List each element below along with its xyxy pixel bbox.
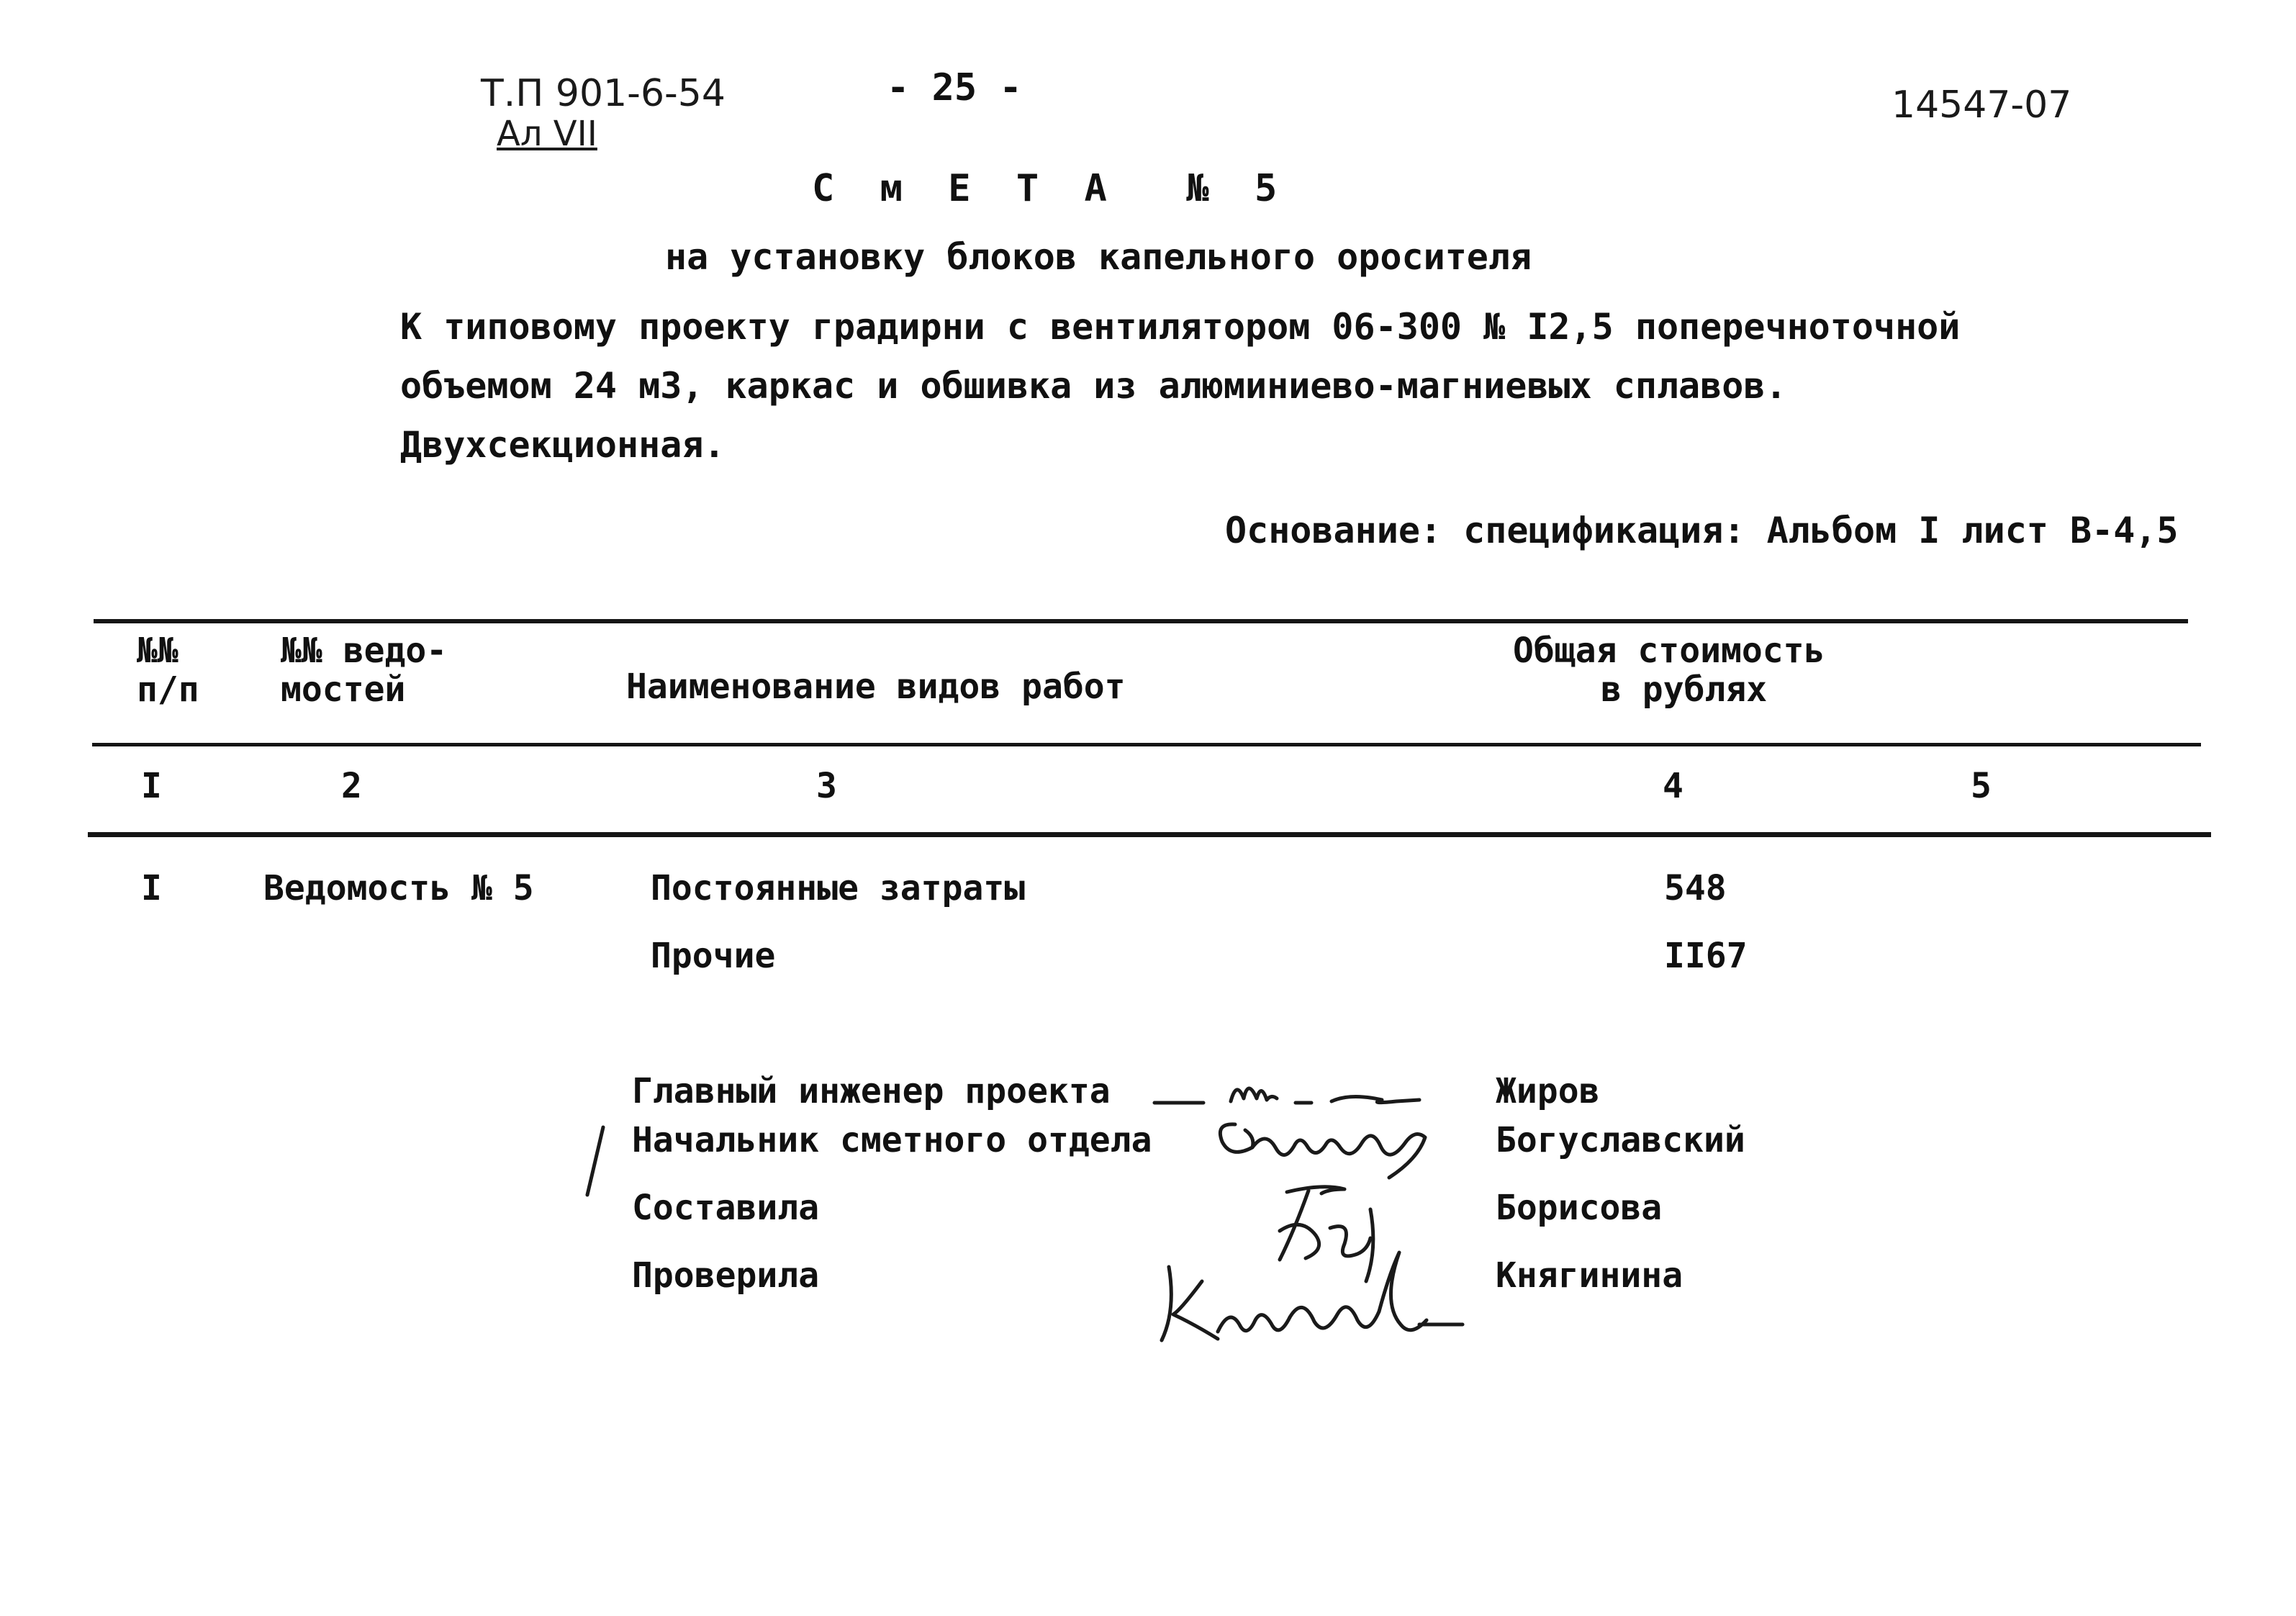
table-row-2-work: Прочие <box>651 936 776 976</box>
signature-name-estimates-head: Богуславский <box>1496 1120 1745 1160</box>
header-col4-line2: в рублях <box>1601 669 1768 710</box>
table-row-1-statement: Ведомость № 5 <box>263 868 534 908</box>
signature-name-checked-by: Княгинина <box>1496 1255 1683 1296</box>
signature-name-chief-engineer: Жиров <box>1496 1071 1600 1111</box>
document-code: Т.П 901-6-54 <box>481 72 726 115</box>
column-number-4: 4 <box>1663 766 1683 806</box>
basis-note: Основание: спецификация: Альбом I лист В-4,5 <box>1225 510 2179 551</box>
signature-name-compiled-by: Борисова <box>1496 1188 1663 1228</box>
description-line-1: К типовому проекту градирни с вентилятором 06-300 № I2,5 поперечноточной <box>400 306 1961 348</box>
signature-role-compiled-by: Составила <box>632 1188 820 1228</box>
header-col2-line1: №№ ведо- <box>281 631 448 671</box>
table-row-1-work: Постоянные затраты <box>651 868 1026 908</box>
signature-estimates-head <box>1209 1109 1447 1188</box>
signature-checked-by <box>1152 1245 1468 1353</box>
header-col1-line2: п/п <box>137 669 199 710</box>
column-number-2: 2 <box>341 766 362 806</box>
header-col2-line2: мостей <box>281 669 406 710</box>
document-subtitle: на установку блоков капельного оросителя <box>665 236 1532 278</box>
table-row-2-cost: II67 <box>1664 936 1748 976</box>
column-number-3: 3 <box>816 766 837 806</box>
column-number-5: 5 <box>1971 766 1992 806</box>
table-row-1-number: I <box>141 868 162 908</box>
signature-role-checked-by: Проверила <box>632 1255 820 1296</box>
table-top-rule <box>94 619 2188 623</box>
page-number: - 25 - <box>887 66 1022 109</box>
column-numbers-bottom-rule <box>88 832 2211 837</box>
header-col4-line1: Общая стоимость <box>1513 631 1825 671</box>
signature-role-estimates-head: Начальник сметного отдела <box>632 1120 1152 1160</box>
signature-role-chief-engineer: Главный инженер проекта <box>632 1071 1111 1111</box>
album-code: Ал VII <box>497 114 597 154</box>
table-row-1-cost: 548 <box>1664 868 1727 908</box>
header-col3: Наименование видов работ <box>626 667 1126 707</box>
description-line-3: Двухсекционная. <box>400 424 726 466</box>
document-title: С м Е Т А № 5 <box>812 167 1289 210</box>
header-bottom-rule <box>92 743 2201 746</box>
description-line-2: объемом 24 м3, каркас и обшивка из алюминиево-магниевых сплавов. <box>400 365 1787 407</box>
header-col1-line1: №№ <box>137 631 178 671</box>
margin-tick-mark <box>582 1123 610 1202</box>
inventory-number: 14547-07 <box>1892 83 2072 127</box>
column-number-1: I <box>141 766 162 806</box>
